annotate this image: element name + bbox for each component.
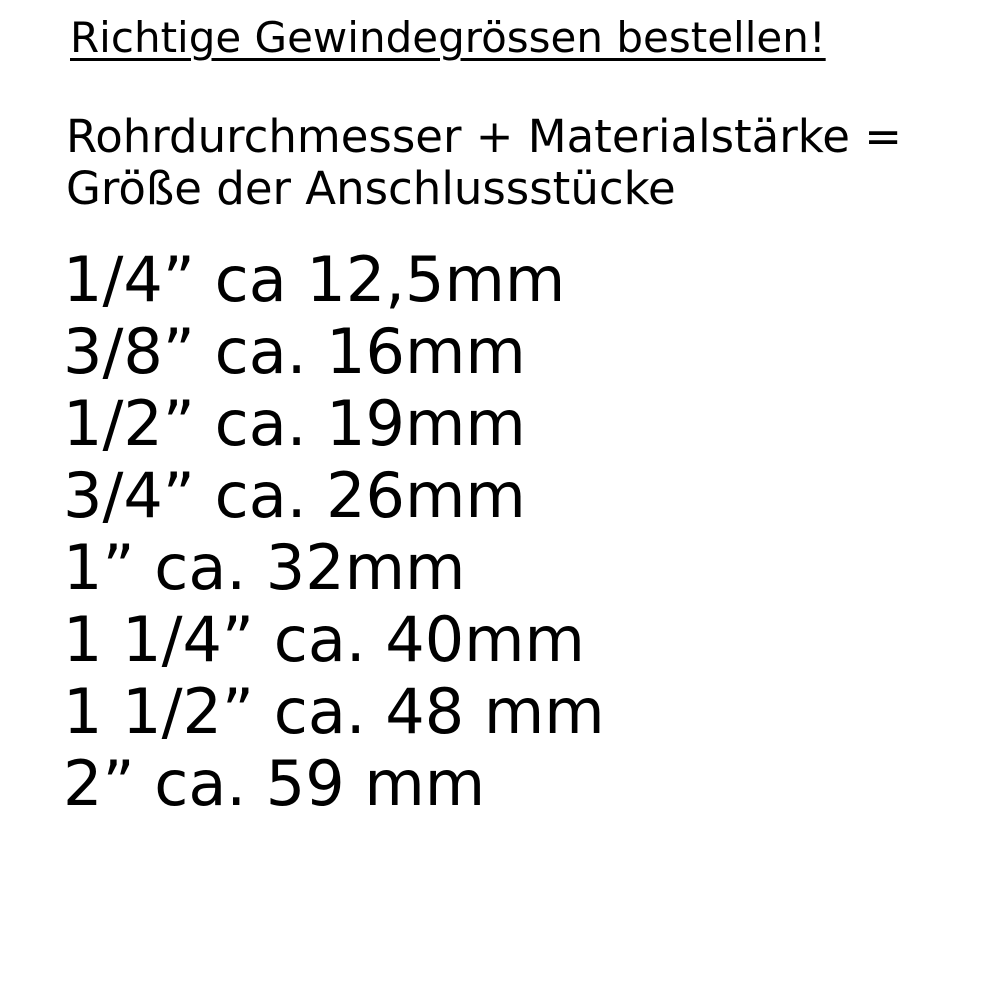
list-item: 1 1/4” ca. 40mm [63,603,585,676]
list-item: 2” ca. 59 mm [63,747,486,820]
list-item: 3/8” ca. 16mm [63,315,526,388]
list-item: 1 1/2” ca. 48 mm [63,675,605,748]
list-item: 1/2” ca. 19mm [63,387,526,460]
size-list [63,244,605,820]
list-item: 1” ca. 32mm [63,531,466,604]
list-item: 1/4” ca 12,5mm [63,243,566,316]
formula-subtitle-line-2: Größe der Anschlussstücke [66,162,676,215]
formula-subtitle-line-1: Rohrdurchmesser + Materialstärke = [66,110,902,163]
list-item: 3/4” ca. 26mm [63,459,526,532]
page-title: Richtige Gewindegrössen bestellen! [70,13,826,62]
formula-subtitle [66,111,902,215]
